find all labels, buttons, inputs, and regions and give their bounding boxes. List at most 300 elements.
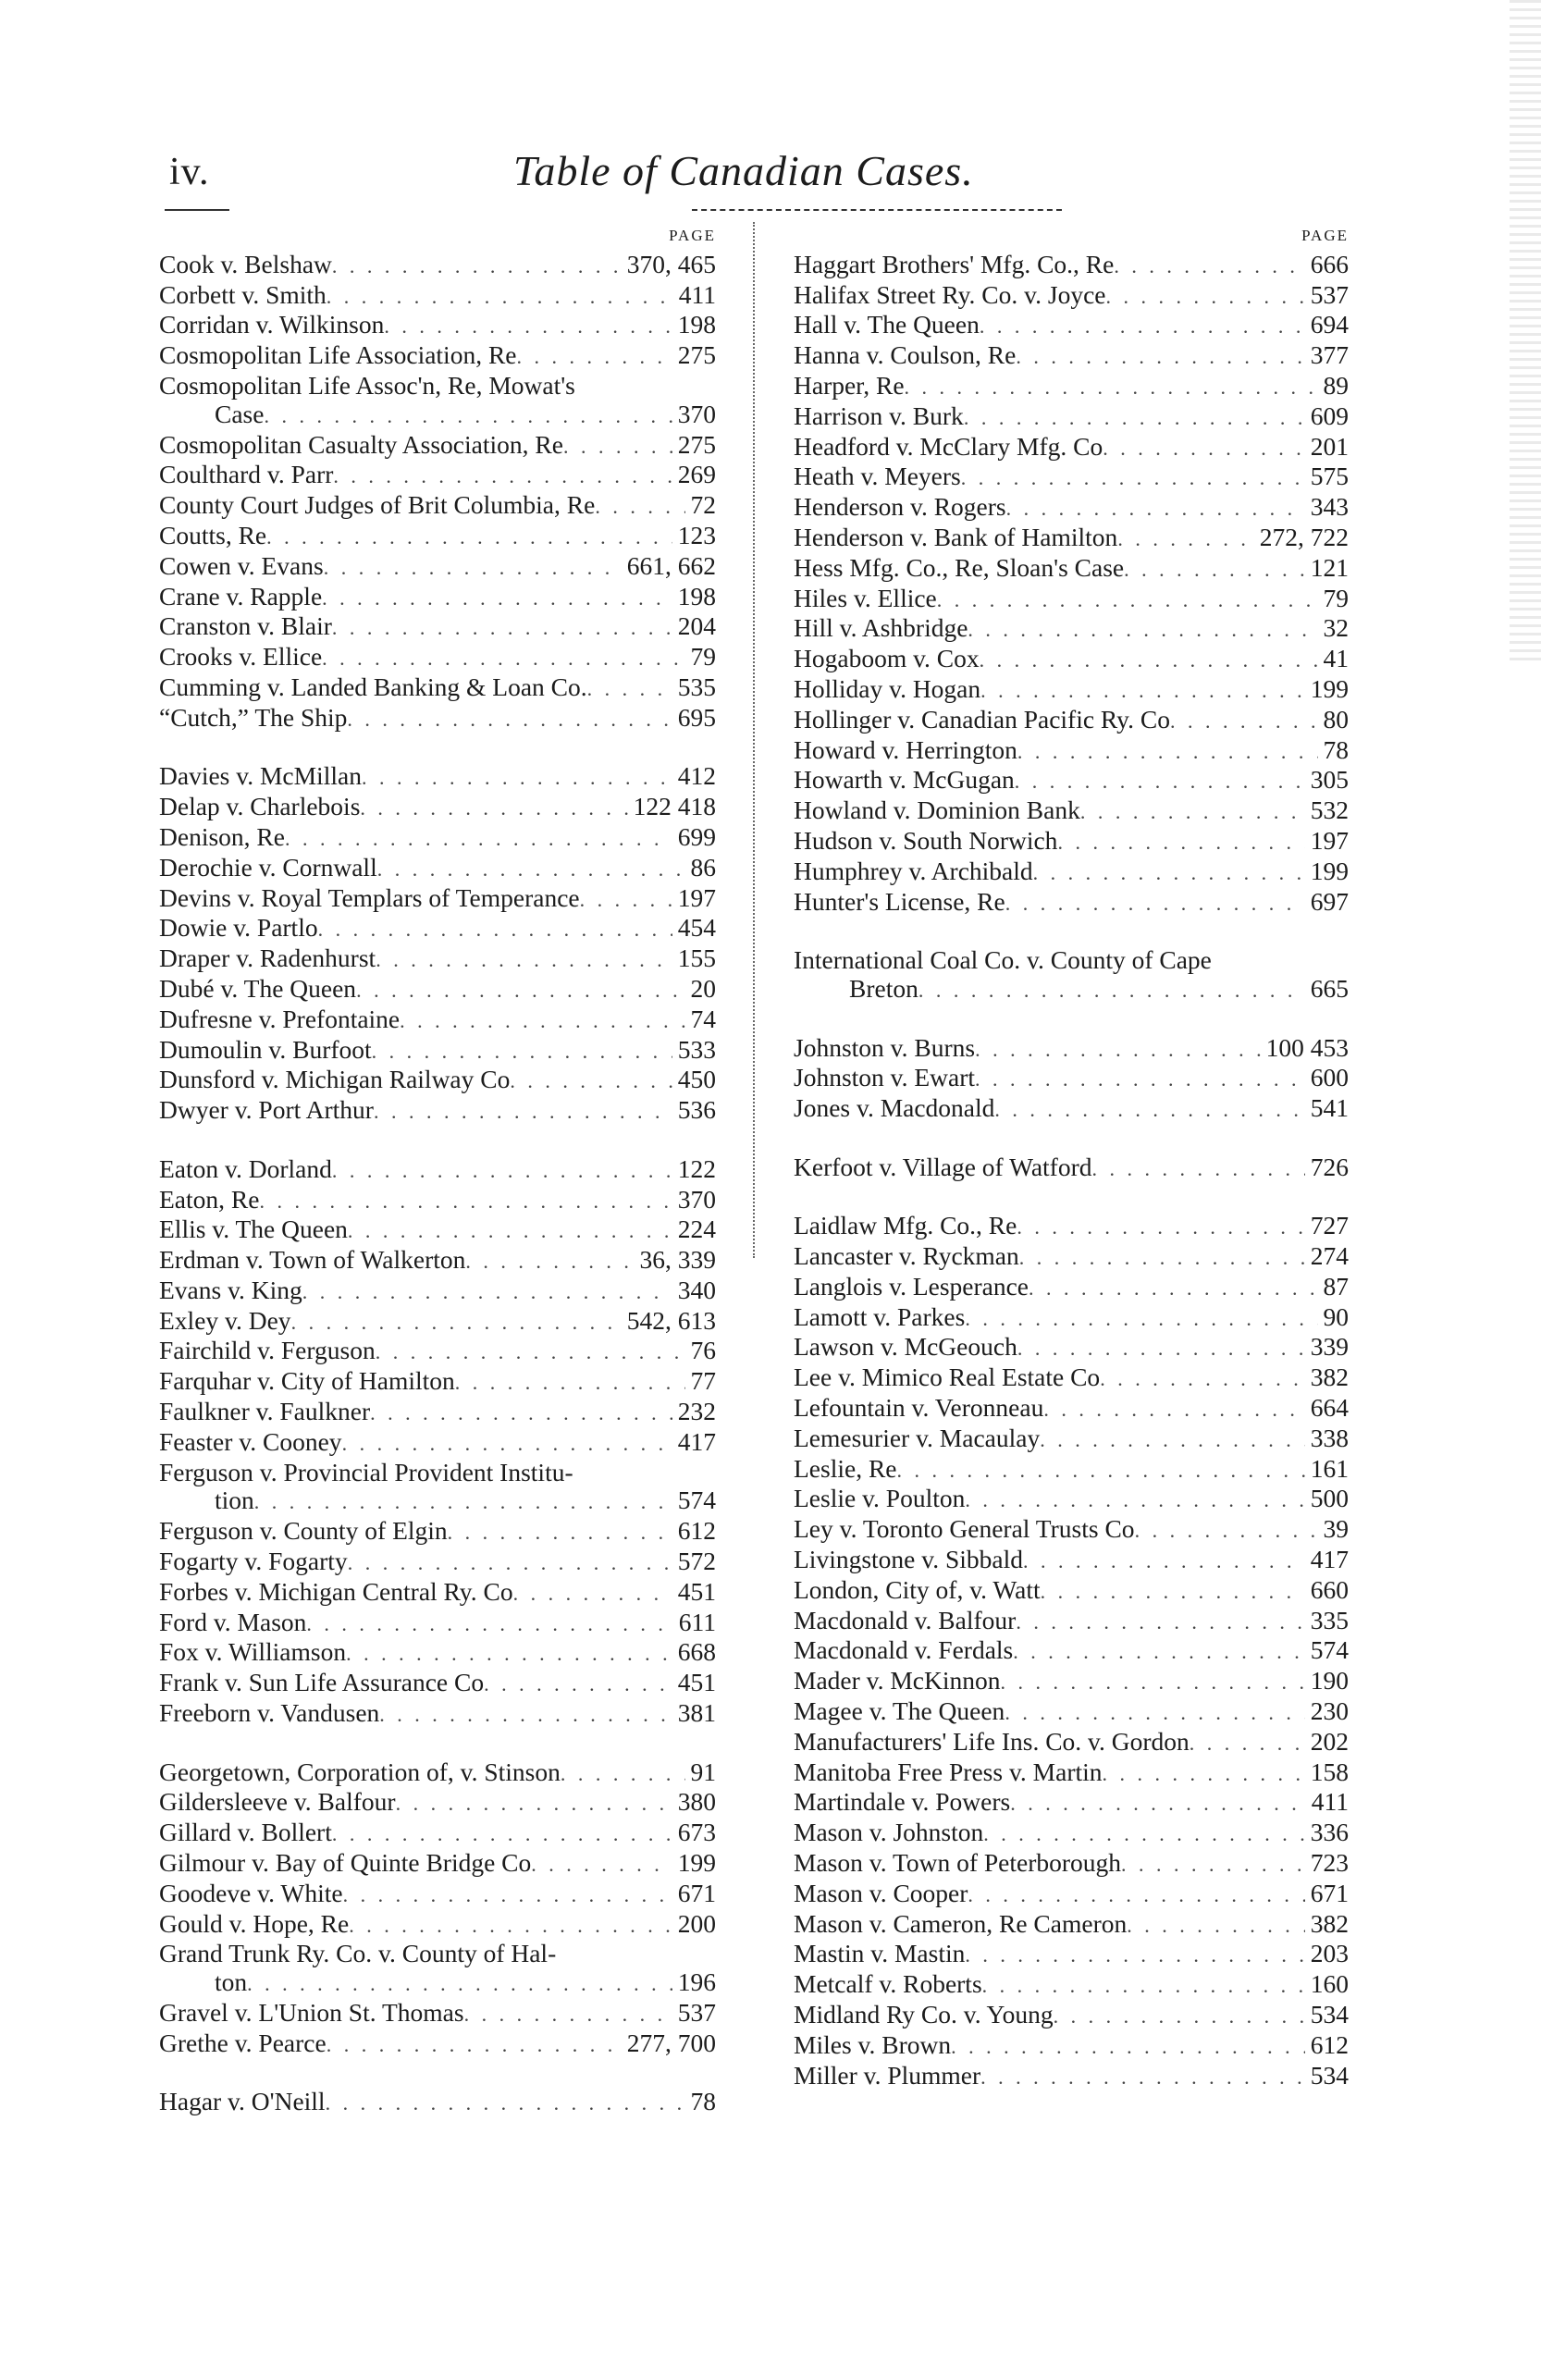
case-name: Miller v. Plummer	[794, 2061, 981, 2090]
case-name: Leslie, Re	[794, 1454, 897, 1483]
case-entry	[794, 585, 1349, 615]
page-reference: 190	[1310, 1667, 1349, 1696]
page-reference: 197	[677, 883, 716, 912]
case-entry	[159, 583, 716, 613]
dot-leader	[332, 1820, 672, 1849]
case-name: Coulthard v. Parr	[159, 461, 334, 489]
case-name: Ferguson v. Provincial Provident Institu-	[159, 1458, 573, 1486]
page-reference: 79	[1323, 584, 1349, 612]
page-reference: 230	[1310, 1697, 1349, 1726]
case-name: Dufresne v. Prefontaine	[159, 1005, 401, 1033]
page-reference: 86	[690, 853, 716, 882]
page-reference: 224	[677, 1215, 716, 1244]
page-reference: 532	[1310, 796, 1349, 825]
case-name: Crane v. Rapple	[159, 582, 323, 610]
case-entry	[794, 2031, 1349, 2062]
case-name: Gillard v. Bollert	[159, 1819, 332, 1847]
case-name: Gildersleeve v. Balfour	[159, 1788, 396, 1817]
case-name: tion	[215, 1486, 254, 1515]
case-name: Haggart Brothers' Mfg. Co., Re	[794, 250, 1115, 278]
dot-leader	[961, 464, 1305, 493]
case-name: Howland v. Dominion Bank	[794, 796, 1080, 825]
case-name: Farquhar v. City of Hamilton	[159, 1367, 455, 1396]
dot-leader	[333, 462, 672, 491]
page-reference: 673	[677, 1819, 716, 1847]
case-name: Hogaboom v. Cox	[794, 645, 980, 673]
dot-leader	[347, 706, 672, 734]
case-entry	[794, 1363, 1349, 1394]
case-entry	[159, 1486, 716, 1517]
case-name: Henderson v. Bank of Hamilton	[794, 523, 1118, 551]
case-entry	[159, 1276, 716, 1307]
case-name: Fogarty v. Fogarty	[159, 1548, 348, 1576]
case-name: Lee v. Mimico Real Estate Co	[794, 1363, 1101, 1392]
dot-leader	[448, 1519, 672, 1548]
case-name: Hollinger v. Canadian Pacific Ry. Co	[794, 705, 1170, 734]
case-name: Cosmopolitan Life Assoc'n, Re, Mowat's	[159, 371, 575, 400]
dot-leader	[982, 1972, 1305, 2001]
page-reference: 600	[1310, 1064, 1349, 1092]
case-entry	[159, 491, 716, 522]
case-name: Draper v. Radenhurst	[159, 944, 376, 973]
page-reference: 612	[677, 1517, 716, 1546]
page-title: Table of Canadian Cases.	[513, 147, 974, 194]
page-reference: 203	[1310, 1940, 1349, 1968]
page-reference: 160	[1310, 1970, 1349, 1999]
case-entry	[794, 1970, 1349, 2001]
page-reference: 198	[677, 311, 716, 339]
page-reference: 666	[1310, 250, 1349, 278]
page-reference: 536	[677, 1096, 716, 1125]
case-name: Lancaster v. Ryckman	[794, 1242, 1019, 1271]
page-column-label: PAGE	[1301, 227, 1349, 244]
dot-leader	[965, 1486, 1304, 1515]
case-entry	[159, 1940, 716, 1968]
case-name: Hess Mfg. Co., Re, Sloan's Case	[794, 553, 1125, 582]
case-entry	[159, 612, 716, 643]
page-reference: 574	[677, 1486, 716, 1515]
case-entry	[794, 402, 1349, 433]
page-reference: 155	[677, 944, 716, 973]
dot-leader	[983, 1820, 1305, 1849]
dot-leader	[302, 1278, 672, 1307]
dot-leader	[531, 1851, 672, 1880]
case-entry	[159, 1609, 716, 1639]
page-reference: 451	[677, 1577, 716, 1606]
page-reference: 32	[1323, 614, 1349, 643]
dot-leader	[376, 1338, 685, 1367]
dot-leader	[455, 1369, 685, 1398]
case-name: Feaster v. Cooney	[159, 1427, 342, 1456]
case-name: Ford v. Mason	[159, 1608, 307, 1636]
dot-leader	[266, 524, 672, 552]
dot-leader	[1017, 1335, 1305, 1363]
case-name: Howard v. Herrington	[794, 735, 1017, 764]
case-entry	[159, 854, 716, 884]
dot-leader	[372, 1038, 672, 1067]
page-reference: 340	[677, 1276, 716, 1304]
page-reference: 450	[677, 1066, 716, 1094]
header-rule-right	[692, 209, 1062, 211]
case-entry	[794, 2001, 1349, 2031]
case-name: Dumoulin v. Burfoot	[159, 1035, 372, 1064]
case-entry	[159, 914, 716, 944]
case-entry	[159, 1968, 716, 1999]
case-entry	[794, 1424, 1349, 1455]
case-name: Langlois v. Lesperance	[794, 1272, 1029, 1301]
case-name: Dwyer v. Port Arthur	[159, 1096, 374, 1125]
case-name: Metcalf v. Roberts	[794, 1970, 982, 1999]
case-entry	[159, 975, 716, 1005]
dot-leader	[918, 977, 1305, 1005]
page-reference: 535	[677, 672, 716, 701]
case-name: Grand Trunk Ry. Co. v. County of Hal-	[159, 1940, 557, 1968]
page-reference: 91	[690, 1757, 716, 1786]
dot-leader	[1127, 1912, 1305, 1941]
dot-leader	[1121, 1851, 1305, 1880]
dot-leader	[285, 825, 672, 854]
page-reference: 534	[1310, 2061, 1349, 2090]
case-entry	[159, 401, 716, 431]
dot-leader	[326, 2090, 685, 2118]
dot-leader	[1040, 1426, 1305, 1455]
case-entry	[159, 2088, 716, 2118]
case-entry	[159, 1758, 716, 1789]
dot-leader	[1005, 890, 1305, 919]
case-entry	[794, 975, 1349, 1005]
dot-leader	[332, 614, 672, 643]
case-name: Davies v. McMillan	[159, 762, 362, 791]
page-reference: 123	[677, 521, 716, 549]
case-name: Hanna v. Coulson, Re	[794, 341, 1017, 370]
case-entry	[159, 1999, 716, 2029]
dot-leader	[980, 647, 1318, 675]
case-name: International Coal Co. v. County of Cape	[794, 946, 1212, 975]
dot-leader	[322, 585, 672, 613]
page-reference: 122 418	[633, 793, 716, 821]
case-name: Mader v. McKinnon	[794, 1667, 1001, 1696]
case-entry	[159, 1849, 716, 1880]
case-name: Ellis v. The Queen	[159, 1215, 348, 1244]
case-name: Harrison v. Burk	[794, 401, 964, 430]
case-name: Macdonald v. Ferdals	[794, 1636, 1014, 1665]
dot-leader	[360, 795, 627, 823]
dot-leader	[580, 886, 672, 915]
case-entry	[159, 1215, 716, 1246]
case-entry	[794, 1546, 1349, 1576]
page-reference: 661, 662	[626, 551, 716, 580]
page-reference: 74	[690, 1005, 716, 1033]
page-reference: 382	[1310, 1363, 1349, 1392]
page-reference: 78	[690, 2088, 716, 2116]
dot-leader	[1114, 253, 1304, 281]
case-entry	[794, 796, 1349, 827]
case-entry	[794, 1758, 1349, 1789]
dot-leader	[348, 1549, 672, 1578]
dot-leader	[376, 946, 672, 975]
case-entry	[794, 341, 1349, 372]
case-name: Case	[215, 400, 265, 428]
case-entry	[794, 1303, 1349, 1334]
page-reference: 274	[1310, 1242, 1349, 1271]
dot-leader	[1080, 798, 1305, 827]
dot-leader	[370, 1400, 672, 1428]
case-name: Midland Ry Co. v. Young	[794, 2001, 1054, 2029]
case-entry	[794, 1394, 1349, 1424]
case-entry	[794, 706, 1349, 736]
case-name: Exley v. Dey	[159, 1306, 291, 1335]
dot-leader	[1190, 1730, 1305, 1758]
page-reference: 232	[677, 1398, 716, 1426]
case-entry	[159, 341, 716, 372]
case-entry	[159, 1517, 716, 1548]
case-entry	[159, 1638, 716, 1669]
page-reference: 41	[1323, 645, 1349, 673]
dot-leader	[1010, 1790, 1306, 1819]
case-entry	[794, 1880, 1349, 1910]
case-name: Howarth v. McGugan	[794, 766, 1015, 795]
dot-leader	[1170, 708, 1318, 736]
section-gap	[159, 1127, 716, 1155]
page-reference: 196	[677, 1968, 716, 1997]
case-name: Cosmopolitan Life Association, Re	[159, 341, 517, 370]
case-name: ton	[215, 1968, 248, 1997]
case-entry	[159, 1910, 716, 1941]
page-reference: 694	[1310, 311, 1349, 339]
case-entry	[794, 1667, 1349, 1697]
case-entry	[159, 281, 716, 312]
dot-leader	[563, 433, 672, 462]
right-column	[794, 222, 1349, 2091]
case-entry	[794, 645, 1349, 675]
page-reference: 668	[677, 1638, 716, 1667]
dot-leader	[905, 374, 1318, 402]
case-name: Georgetown, Corporation of, v. Stinson	[159, 1757, 561, 1786]
dot-leader	[964, 404, 1305, 433]
dot-leader	[1105, 283, 1304, 312]
case-entry	[159, 1788, 716, 1819]
case-entry	[159, 522, 716, 552]
case-entry	[794, 462, 1349, 493]
case-entry	[794, 1515, 1349, 1546]
page-reference: 574	[1310, 1636, 1349, 1665]
section-gap	[159, 2060, 716, 2089]
case-entry	[794, 827, 1349, 857]
case-entry	[159, 1578, 716, 1609]
case-name: Mason v. Town of Peterborough	[794, 1849, 1122, 1878]
page-reference: 695	[677, 703, 716, 732]
dot-leader	[247, 1970, 672, 1999]
case-entry	[159, 1155, 716, 1186]
page-reference: 90	[1323, 1302, 1349, 1331]
page-reference: 272, 722	[1259, 523, 1349, 551]
case-entry	[159, 1819, 716, 1849]
case-name: Cosmopolitan Casualty Association, Re	[159, 430, 563, 459]
dot-leader	[1091, 1155, 1304, 1184]
dot-leader	[327, 283, 673, 312]
case-entry	[794, 433, 1349, 463]
case-entry	[159, 311, 716, 341]
case-name: Fairchild v. Ferguson	[159, 1337, 376, 1365]
page-reference: 723	[1310, 1849, 1349, 1878]
dot-leader	[1019, 1244, 1305, 1273]
case-name: Crooks v. Ellice	[159, 643, 323, 672]
dot-leader	[968, 1881, 1304, 1910]
page-reference: 335	[1310, 1606, 1349, 1634]
page-reference: 202	[1310, 1727, 1349, 1756]
case-entry	[159, 1880, 716, 1910]
case-entry	[159, 431, 716, 462]
case-name: Ley v. Toronto General Trusts Co	[794, 1515, 1135, 1544]
dot-leader	[517, 343, 672, 372]
case-name: Henderson v. Rogers	[794, 493, 1006, 522]
case-name: Cook v. Belshaw	[159, 250, 332, 278]
dot-leader	[324, 554, 622, 583]
case-name: Coutts, Re	[159, 521, 267, 549]
case-entry	[794, 1034, 1349, 1065]
dot-leader	[264, 402, 672, 431]
case-entry	[159, 704, 716, 734]
page-reference: 537	[1310, 280, 1349, 309]
page-reference: 89	[1323, 371, 1349, 400]
case-name: Martindale v. Powers	[794, 1788, 1011, 1817]
page-reference: 277, 700	[626, 2029, 716, 2057]
case-entry	[159, 884, 716, 915]
dot-leader	[1015, 768, 1305, 796]
case-entry	[794, 1940, 1349, 1970]
dot-leader	[1029, 1275, 1317, 1303]
dot-leader	[980, 313, 1305, 341]
case-entry	[794, 1094, 1349, 1125]
section-gap	[794, 1184, 1349, 1213]
case-name: Cranston v. Blair	[159, 612, 332, 641]
case-entry	[159, 1307, 716, 1338]
case-name: Corridan v. Wilkinson	[159, 311, 385, 339]
case-name: Evans v. King	[159, 1276, 302, 1304]
dot-leader	[980, 2064, 1305, 2092]
case-entry	[159, 1066, 716, 1096]
case-name: Denison, Re	[159, 822, 285, 851]
case-entry	[794, 311, 1349, 341]
dot-leader	[356, 977, 684, 1005]
page-reference: 534	[1310, 2001, 1349, 2029]
page-reference: 370	[677, 1185, 716, 1214]
case-name: Devins v. Royal Templars of Temperance	[159, 883, 580, 912]
case-entry	[159, 1096, 716, 1127]
dot-leader	[587, 675, 672, 704]
page-reference: 377	[1310, 341, 1349, 370]
case-name: Gravel v. L'Union St. Thomas	[159, 1999, 464, 2028]
dot-leader	[1100, 1365, 1305, 1394]
dot-leader	[291, 1309, 622, 1338]
dot-leader	[1117, 525, 1253, 554]
case-entry	[794, 1819, 1349, 1849]
case-entry	[159, 643, 716, 673]
case-name: Mastin v. Mastin	[794, 1940, 966, 1968]
dot-leader	[1023, 1548, 1305, 1576]
case-entry	[159, 1337, 716, 1367]
page-reference: 305	[1310, 766, 1349, 795]
dot-leader	[400, 1007, 684, 1036]
section-gap	[159, 734, 716, 763]
page-reference: 275	[677, 430, 716, 459]
page-reference: 338	[1310, 1424, 1349, 1452]
page-reference: 451	[677, 1669, 716, 1697]
dot-leader	[1017, 1214, 1304, 1242]
page-reference: 380	[677, 1788, 716, 1817]
case-entry	[159, 673, 716, 704]
page-reference: 100 453	[1265, 1033, 1349, 1062]
case-entry	[159, 944, 716, 975]
dot-leader	[561, 1760, 685, 1789]
page-reference: 199	[1310, 857, 1349, 885]
page-reference: 370	[677, 400, 716, 428]
dot-leader	[362, 764, 672, 793]
case-entry	[794, 1697, 1349, 1728]
case-name: Johnston v. Burns	[794, 1033, 976, 1062]
case-entry	[159, 1669, 716, 1699]
dot-leader	[1041, 1578, 1305, 1607]
dot-leader	[513, 1580, 672, 1609]
page-reference: 370, 465	[626, 250, 716, 278]
page-reference: 500	[1310, 1485, 1349, 1513]
dot-leader	[322, 645, 684, 673]
dot-leader	[318, 916, 672, 944]
case-name: Kerfoot v. Village of Watford	[794, 1153, 1092, 1181]
dot-leader	[897, 1457, 1305, 1486]
page-reference: 36, 339	[639, 1246, 716, 1275]
case-name: Humphrey v. Archibald	[794, 857, 1033, 885]
case-name: Magee v. The Queen	[794, 1697, 1005, 1726]
dot-leader	[1001, 1669, 1305, 1697]
page-reference: 671	[677, 1879, 716, 1907]
dot-leader	[1006, 495, 1305, 524]
case-name: Headford v. McClary Mfg. Co	[794, 432, 1103, 461]
dot-leader	[1124, 556, 1305, 585]
case-entry	[794, 524, 1349, 554]
case-name: Lefountain v. Veronneau	[794, 1394, 1044, 1423]
case-name: Halifax Street Ry. Co. v. Joyce	[794, 280, 1106, 309]
case-entry	[794, 946, 1349, 975]
dot-leader	[464, 2001, 672, 2029]
dot-leader	[1016, 343, 1304, 372]
dot-leader	[332, 1157, 672, 1186]
dot-leader	[975, 1036, 1261, 1065]
case-name: Cumming v. Landed Banking & Loan Co.	[159, 672, 587, 701]
page-reference: 122	[677, 1154, 716, 1183]
case-entry	[159, 552, 716, 583]
page-reference: 198	[677, 582, 716, 610]
case-entry	[159, 1005, 716, 1036]
page-reference: 269	[677, 461, 716, 489]
case-name: Mason v. Cooper	[794, 1879, 968, 1907]
case-entry	[794, 2062, 1349, 2092]
page-reference: 121	[1310, 553, 1349, 582]
page-reference: 161	[1310, 1454, 1349, 1483]
page-reference: 541	[1310, 1094, 1349, 1123]
case-entry	[794, 1910, 1349, 1941]
page-reference: 542, 613	[626, 1306, 716, 1335]
dot-leader	[994, 1096, 1304, 1125]
page-reference: 200	[677, 1909, 716, 1938]
case-entry	[159, 1699, 716, 1730]
case-name: Macdonald v. Balfour	[794, 1606, 1017, 1634]
case-entry	[794, 1636, 1349, 1667]
case-entry	[159, 1186, 716, 1216]
page-reference: 727	[1310, 1212, 1349, 1240]
case-name: Mason v. Cameron, Re Cameron	[794, 1909, 1128, 1938]
dot-leader	[1135, 1517, 1318, 1546]
